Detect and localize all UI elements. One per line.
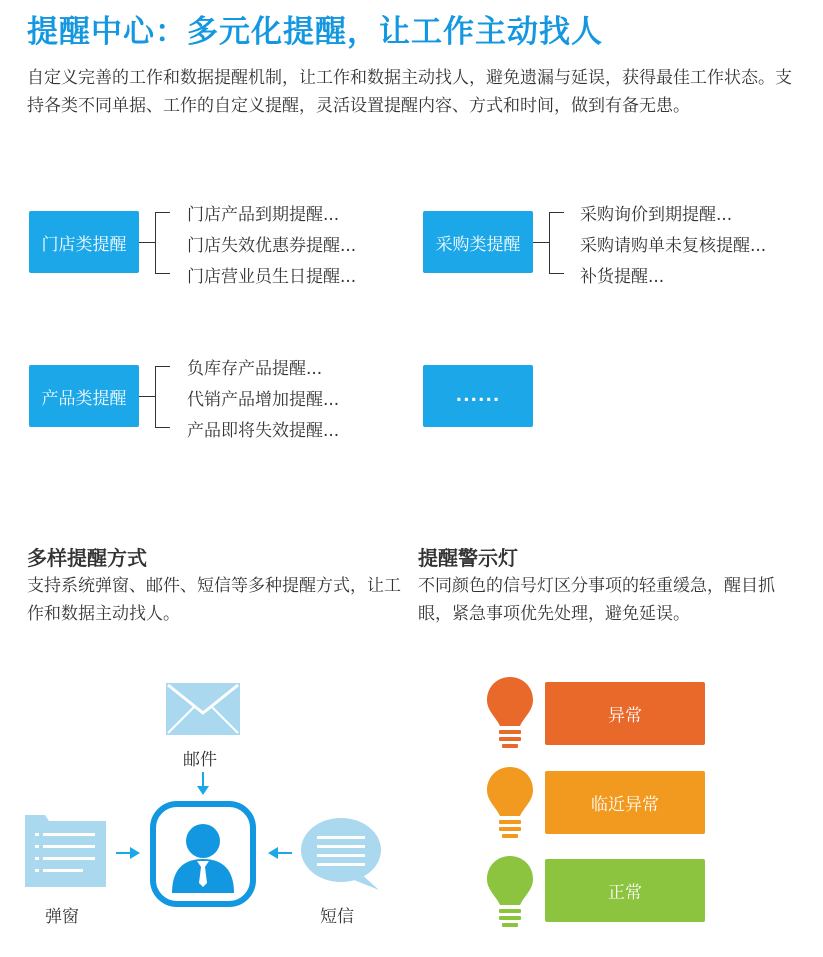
bulb-orange-icon xyxy=(486,677,534,749)
lights-desc: 不同颜色的信号灯区分事项的轻重缓急，醒目抓眼，紧急事项优先处理，避免延误。 xyxy=(418,576,775,624)
category-box-more: ...... xyxy=(423,365,533,427)
category-item: 补货提醒... xyxy=(580,267,665,287)
arrow-down-icon xyxy=(196,772,210,796)
category-item: 门店产品到期提醒... xyxy=(187,205,340,225)
popup-label: 弹窗 xyxy=(45,907,79,927)
light-status-abnormal: 异常 xyxy=(545,682,705,745)
category-box-purchase: 采购类提醒 xyxy=(423,211,533,273)
bulb-amber-icon xyxy=(486,767,534,839)
category-item: 采购请购单未复核提醒... xyxy=(580,236,767,256)
category-item: 门店失效优惠券提醒... xyxy=(187,236,357,256)
category-item: 门店营业员生日提醒... xyxy=(187,267,357,287)
category-box-product: 产品类提醒 xyxy=(29,365,139,427)
mail-label: 邮件 xyxy=(183,750,217,770)
arrow-left-icon xyxy=(266,846,292,860)
lights-title: 提醒警示灯 xyxy=(418,546,518,570)
sms-bubble-icon xyxy=(301,818,383,892)
mail-icon xyxy=(166,683,240,735)
bracket xyxy=(155,366,170,428)
connector-line xyxy=(139,242,155,243)
category-item: 代销产品增加提醒... xyxy=(187,390,340,410)
user-icon xyxy=(150,801,256,907)
bulb-green-icon xyxy=(486,856,534,928)
arrow-right-icon xyxy=(116,846,142,860)
category-item: 产品即将失效提醒... xyxy=(187,421,340,441)
popup-window-icon xyxy=(25,815,106,887)
category-item: 采购询价到期提醒... xyxy=(580,205,733,225)
connector-line xyxy=(139,396,155,397)
light-status-near-abnormal: 临近异常 xyxy=(545,771,705,834)
category-box-store: 门店类提醒 xyxy=(29,211,139,273)
bracket xyxy=(549,212,564,274)
intro-text: 自定义完善的工作和数据提醒机制，让工作和数据主动找人，避免遗漏与延误，获得最佳工作状态。支持各类不同单据、工作的自定义提醒，灵活设置提醒内容、方式和时间，做到有备无患。 xyxy=(27,68,792,116)
sms-label: 短信 xyxy=(320,907,354,927)
bracket xyxy=(155,212,170,274)
light-status-normal: 正常 xyxy=(545,859,705,922)
methods-desc: 支持系统弹窗、邮件、短信等多种提醒方式，让工作和数据主动找人。 xyxy=(27,576,401,624)
methods-title: 多样提醒方式 xyxy=(27,546,147,570)
page-title: 提醒中心：多元化提醒，让工作主动找人 xyxy=(27,14,603,50)
connector-line xyxy=(533,242,549,243)
category-item: 负库存产品提醒... xyxy=(187,359,323,379)
